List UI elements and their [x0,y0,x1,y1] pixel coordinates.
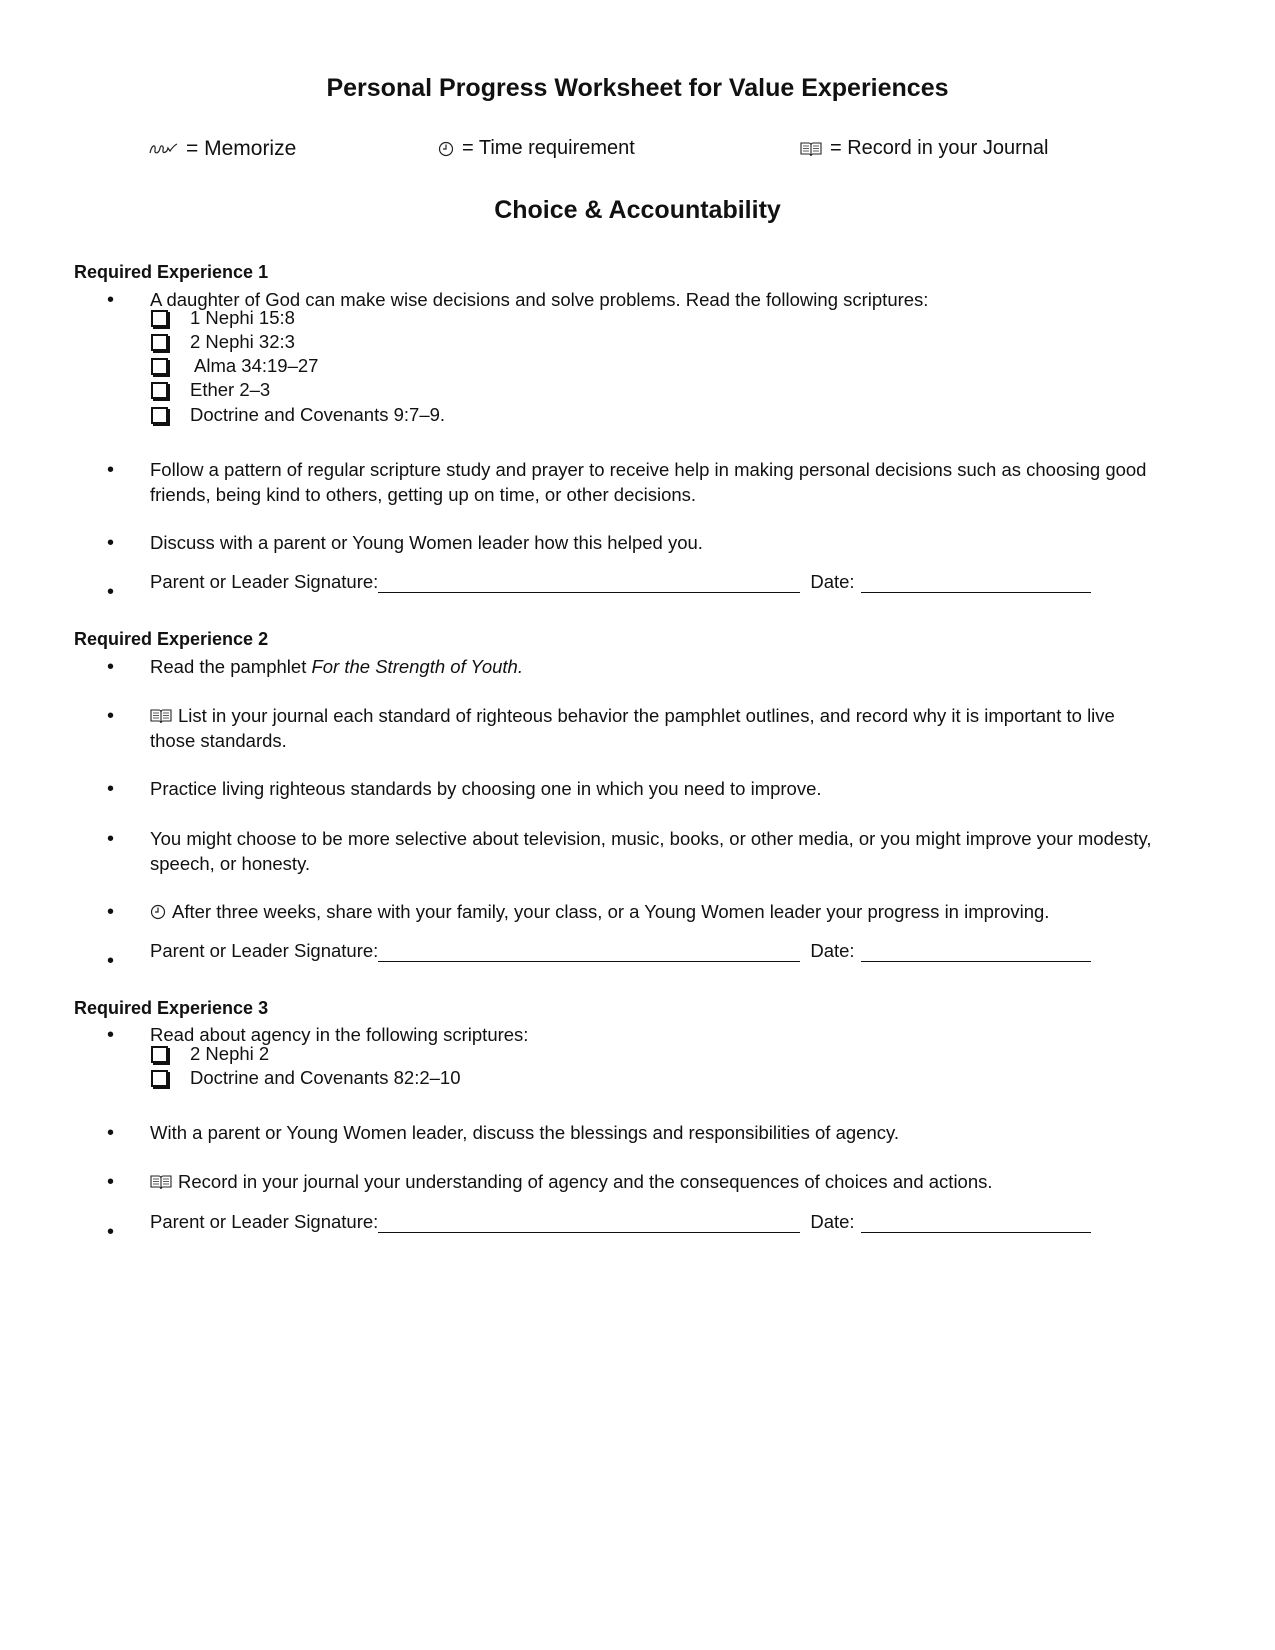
bullet: • [107,901,115,923]
signature-label: Parent or Leader Signature: [150,1211,379,1232]
checkbox[interactable] [151,382,168,399]
checkbox[interactable] [151,1046,168,1063]
book-icon [150,708,172,724]
bullet: • [107,1122,115,1144]
signature-label: Parent or Leader Signature: [150,571,379,592]
book-icon [800,141,822,157]
scripture-label: 2 Nephi 32:3 [190,331,295,352]
signature-label: Parent or Leader Signature: [150,940,379,961]
signature-field[interactable] [378,939,800,962]
signature-field[interactable] [378,1210,800,1233]
bullet: • [107,289,115,311]
signature-field[interactable] [378,570,800,593]
exp1-b2: Follow a pattern of regular scripture study and prayer to receive help in making personal decisions such as choosing good friends, being kind to others, getting up on time, or other decisions. [150,459,1147,505]
checklist-item[interactable] [151,331,295,353]
clock-icon [150,904,166,920]
date-label: Date: [810,571,855,592]
bullet: • [107,1171,115,1193]
date-label: Date: [810,940,855,961]
legend-memorize [148,137,296,161]
exp2-b2-text: List in your journal each standard of righteous behavior the pamphlet outlines, and record why it is important to live those standards. [150,705,1115,751]
scripture-label: Ether 2–3 [190,379,271,400]
bullet: • [107,705,115,727]
pamphlet-title: For the Strength of Youth. [311,656,523,677]
exp2-b1-text: Read the pamphlet [150,656,312,677]
bullet: • [107,950,115,972]
exp2-heading: Required Experience 2 [74,629,269,649]
page-title: Personal Progress Worksheet for Value Experiences [326,74,949,102]
checklist-item[interactable] [151,355,318,377]
bullet: • [107,1221,115,1243]
legend-memorize-label: = Memorize [186,137,297,160]
checkbox[interactable] [151,334,168,351]
exp2-b1 [150,654,1200,679]
exp2-signature-row [150,939,1091,962]
checklist-item[interactable] [151,404,445,426]
bullet: • [107,1024,115,1046]
scripture-label: Alma 34:19–27 [194,355,319,376]
exp2-b5 [150,899,1200,924]
bullet: • [107,581,115,603]
checkbox[interactable] [151,310,168,327]
scripture-label: 2 Nephi 2 [190,1043,270,1064]
checklist-item[interactable] [151,379,270,401]
date-label: Date: [810,1211,855,1232]
exp3-b3 [150,1169,1200,1194]
exp3-b3-text: Record in your journal your understanding of agency and the consequences of choices and actions. [178,1171,993,1192]
exp1-heading: Required Experience 1 [74,262,269,282]
checklist-item[interactable] [151,1043,269,1065]
exp1-b3: Discuss with a parent or Young Women leader how this helped you. [150,532,703,553]
checklist-item[interactable] [151,307,295,329]
date-field[interactable] [861,1210,1091,1233]
bullet: • [107,828,115,850]
scripture-label: Doctrine and Covenants 9:7–9. [190,404,446,425]
exp3-b2: With a parent or Young Women leader, discuss the blessings and responsibilities of agency. [150,1122,900,1143]
date-field[interactable] [861,939,1091,962]
exp3-intro: Read about agency in the following scriptures: [150,1024,529,1045]
book-icon [150,1174,172,1190]
checkbox[interactable] [151,358,168,375]
exp1-signature-row [150,570,1091,593]
exp2-b4: You might choose to be more selective about television, music, books, or other media, or you might improve your modesty, speech, or honesty. [150,828,1152,874]
checkbox[interactable] [151,407,168,424]
scripture-label: Doctrine and Covenants 82:2–10 [190,1067,461,1088]
exp1-intro: A daughter of God can make wise decisions and solve problems. Read the following scriptures: [150,289,929,310]
legend-journal-label: = Record in your Journal [830,137,1049,159]
exp3-heading: Required Experience 3 [74,998,269,1018]
checkbox[interactable] [151,1070,168,1087]
bullet: • [107,778,115,800]
legend-time-label: = Time requirement [462,137,635,159]
exp2-b5-text: After three weeks, share with your family, your class, or a Young Women leader your progress in improving. [172,901,1050,922]
exp3-signature-row [150,1210,1091,1233]
clock-icon [438,141,454,157]
date-field[interactable] [861,570,1091,593]
section-title: Choice & Accountability [494,196,781,224]
memorize-icon [148,142,178,156]
exp2-b2 [150,703,1140,753]
bullet: • [107,656,115,678]
bullet: • [107,459,115,481]
scripture-label: 1 Nephi 15:8 [190,307,295,328]
legend-time [438,137,635,160]
exp2-b3: Practice living righteous standards by choosing one in which you need to improve. [150,778,822,799]
checklist-item[interactable] [151,1067,461,1089]
legend-journal [800,137,1048,160]
bullet: • [107,532,115,554]
